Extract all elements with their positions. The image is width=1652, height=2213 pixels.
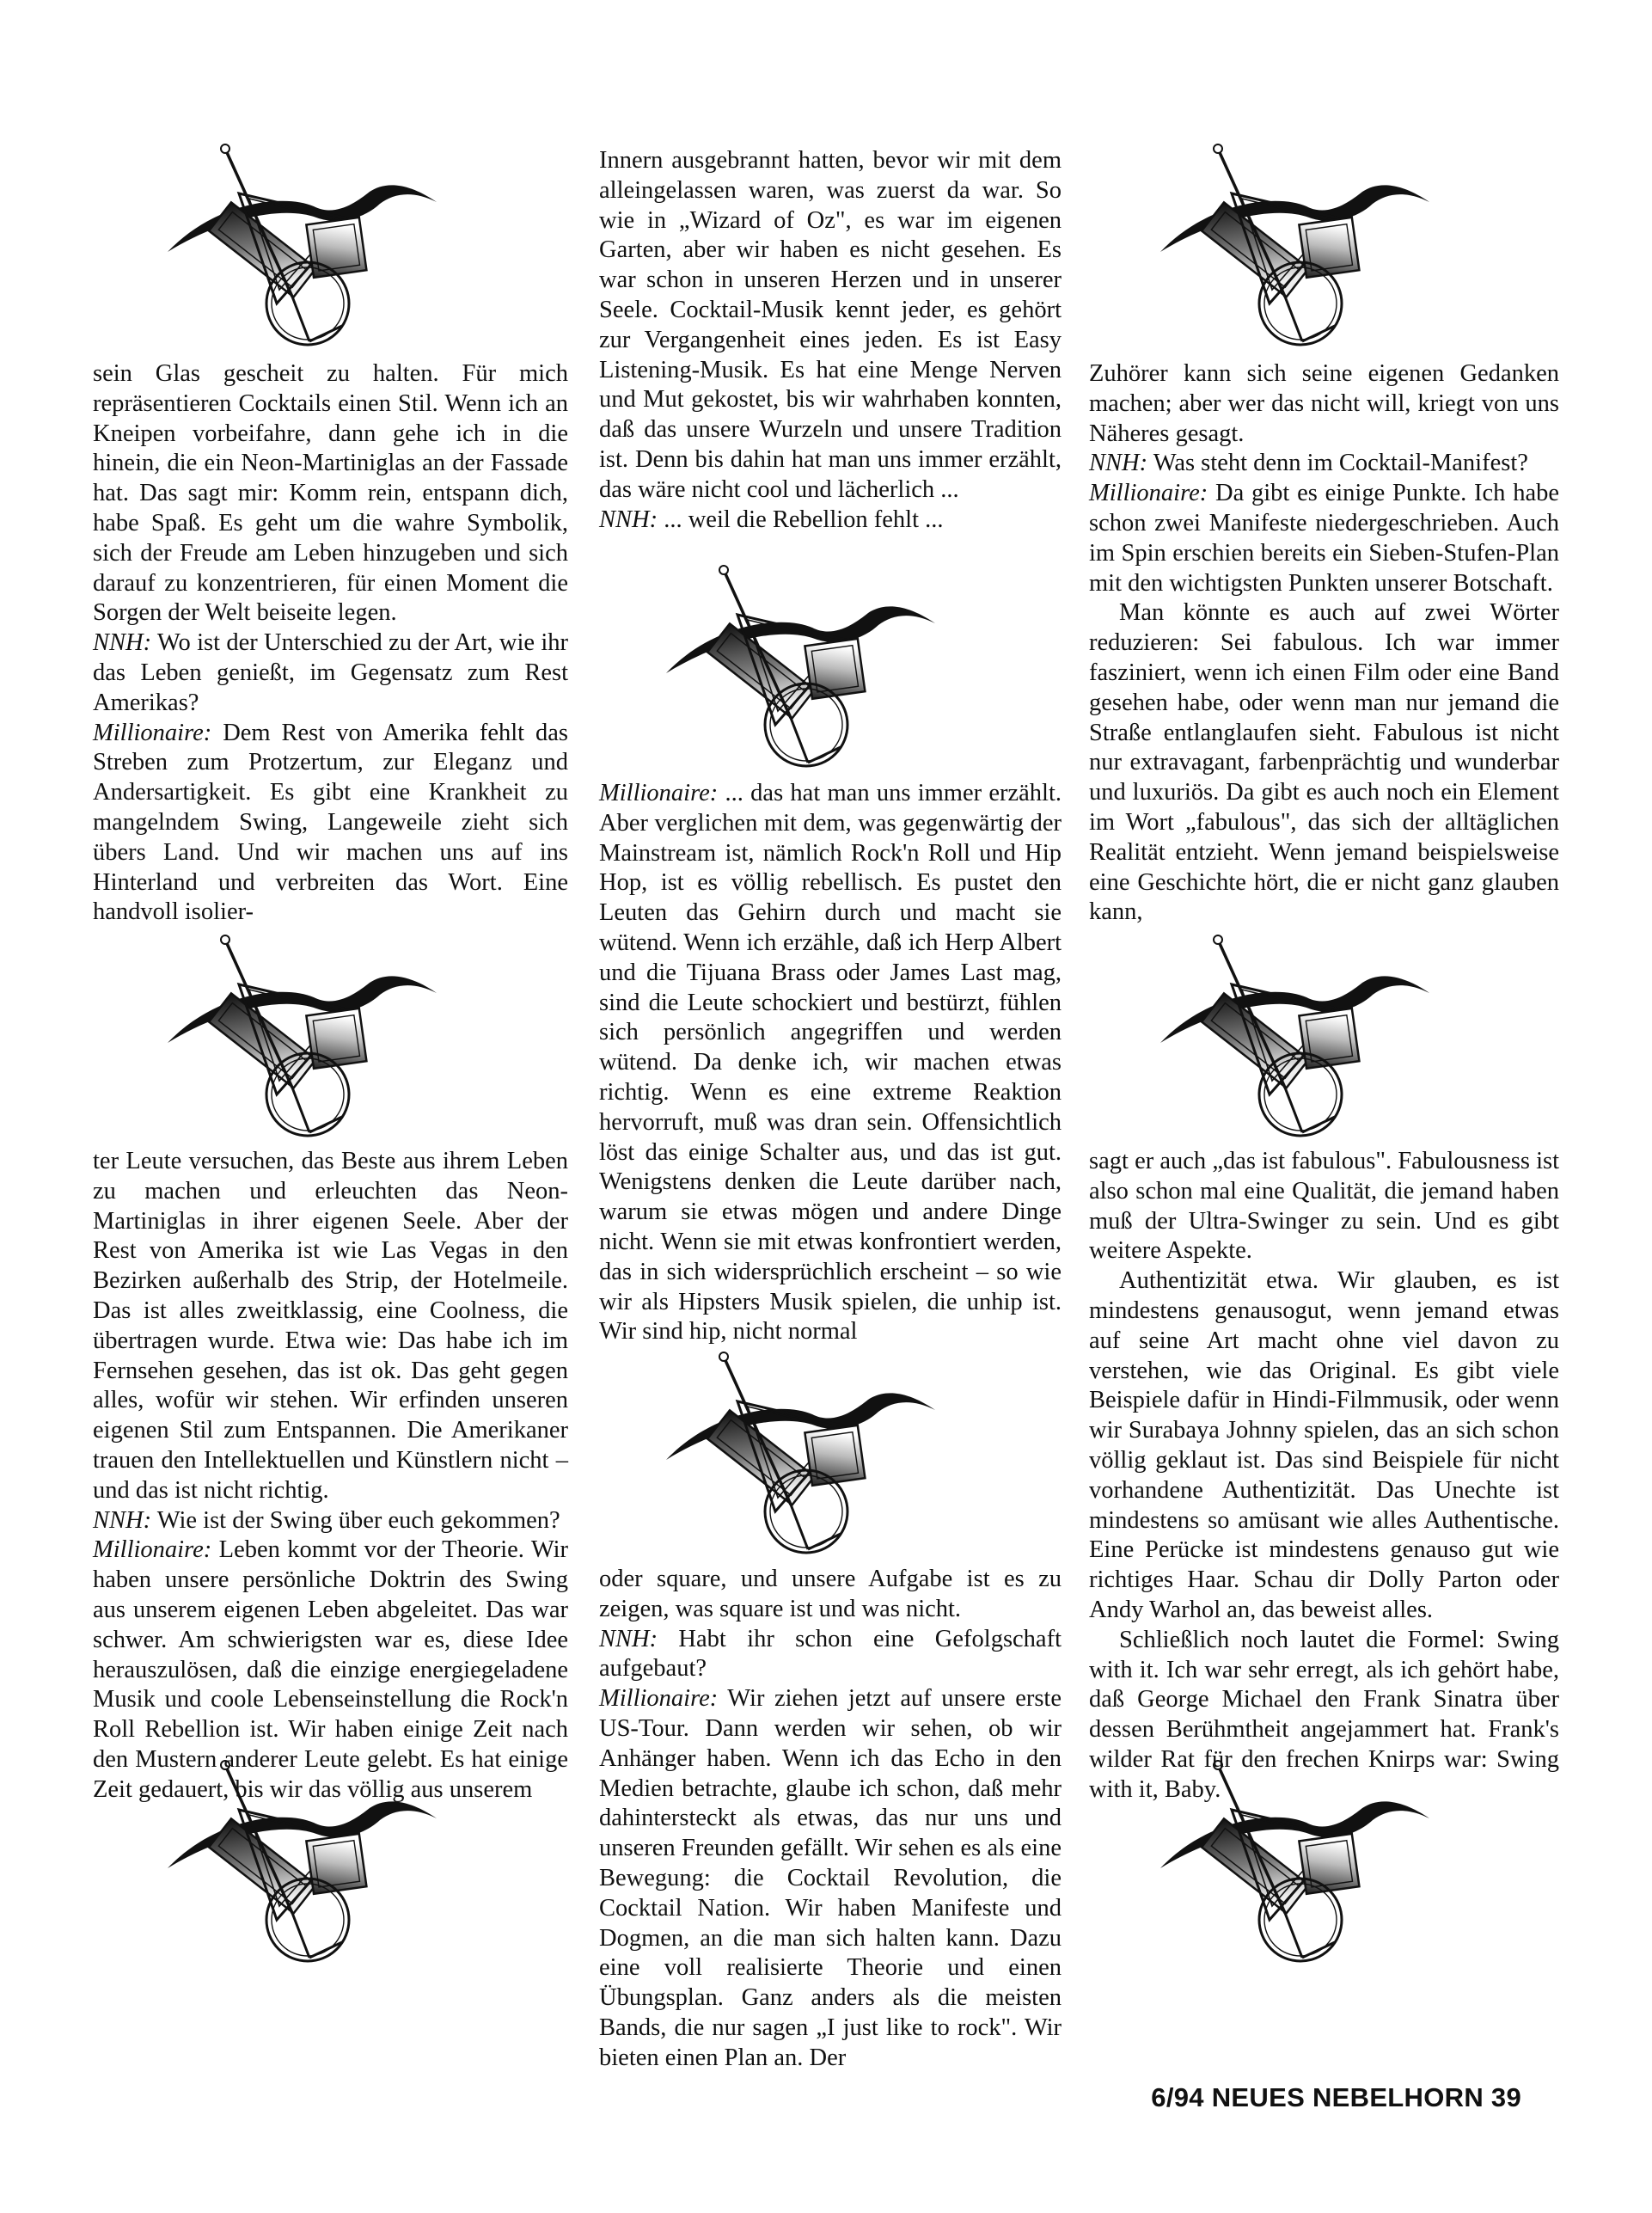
cocktail-ornament-icon (163, 142, 447, 352)
question: NNH: Was steht denn im Cocktail-Manifest? (1089, 450, 1528, 477)
page-footer: 6/94 NEUES NEBELHORN 39 (1151, 2082, 1521, 2112)
question: NNH: Wo ist der Unterschied zu der Art, wie ihr das Leben genießt, im Gegensatz zum Rest Amerikas? (93, 629, 568, 716)
cocktail-ornament-icon (163, 933, 447, 1143)
paragraph: Schließlich noch lautet die Formel: Swing with it. Ich war sehr erregt, als ich gehört habe, daß George Michael den Frank Sinatra über dessen Berühmtheit angejammert hat. Frank's wilder Rat für den frechen Knirps war: Swing with it, Baby. (1089, 1626, 1559, 1803)
speaker-label: NNH: (1089, 450, 1148, 477)
paragraph: Man könnte es auch auf zwei Wörter reduzieren: Sei fabulous. Ich war immer fasziniert, wenn ich einen Film oder eine Band gesehen habe, oder wenn man nur jemand die Straße entlanglaufen sieht. Fabulous ist nicht nur extravagant, farbenprächtig und wunderbar und luxuriös. Da gibt es auch noch ein Element im Wort „fabulous", das sich der alltäglichen Realität entzieht. Wenn jemand beispielsweise eine Geschichte hört, die er nicht ganz glauben kann, (1089, 599, 1559, 926)
question: NNH: Wie ist der Swing über euch gekommen? (93, 1506, 560, 1534)
paragraph: sein Glas gescheit zu halten. Für mich repräsentieren Cocktails einen Stil. Wenn ich an Kneipen vorbeifahre, dann gehe ich in die hinein, die ein Neon-Martiniglas an der Fassade hat. Das sagt mir: Komm rein, entspann dich, habe Spaß. Es geht um die wahre Symbolik, sich der Freude am Leben hinzugeben und sich darauf zu konzentrieren, für einen Moment die Sorgen der Welt beiseite legen. (93, 360, 568, 627)
paragraph: ter Leute versuchen, das Beste aus ihrem Leben zu machen und erleuchten das Neon-Martiniglas in ihrer eigenen Seele. Aber der Rest von Amerika ist wie Las Vegas in den Bezirken außerhalb des Strip, der Hotelmeile. Das ist alles zweitklassig, eine Coolness, die übertragen wurde. Etwa wie: Das habe ich im Fernsehen gesehen, das ist ok. Das geht gegen alles, wofür wir stehen. Wir erfinden unseren eigenen Stil zum Entspannen. Die Amerikaner trauen den Intellektuellen und Künstlern nicht – und das ist nicht richtig. (93, 1148, 568, 1504)
answer: Millionaire: Dem Rest von Amerika fehlt das Streben zum Protzertum, zur Eleganz und Andersartigkeit. Es gibt eine Krankheit zu mangelndem Swing, Langeweile zieht sich übers Land. Und wir machen uns auf ins Hinterland und verbreiten das Wort. Eine handvoll isolier- (93, 719, 568, 926)
paragraph: Innern ausgebrannt hatten, bevor wir mit dem alleingelassen waren, was zuerst da war. So wie in „Wizard of Oz", es war im eigenen Garten, aber wir haben es nicht gesehen. Es war schon in unseren Herzen und in unserer Seele. Cocktail-Musik kennt jeder, es gehört zur Vergangenheit eines jeden. Es ist Easy Listening-Musik. Es hat eine Menge Nerven und Mut gekostet, bis wir wahrhaben konnten, daß das unsere Wurzeln und unsere Tradition ist. Denn bis dahin hat man uns immer erzählt, das wäre nicht cool und lächerlich ... (599, 147, 1062, 503)
paragraph: oder square, und unsere Aufgabe ist es zu zeigen, was square ist und was nicht. (599, 1566, 1062, 1622)
answer: Millionaire: Da gibt es einige Punkte. Ich habe schon zwei Manifeste niedergeschrieben. Auch im Spin erschien bereits ein Sieben-Stufen-Plan mit den wichtigsten Punkten unserer Botschaft. (1089, 480, 1559, 597)
speaker-label: Millionaire: (599, 1685, 719, 1713)
speaker-label: Millionaire: (93, 719, 212, 746)
paragraph: Zuhörer kann sich seine eigenen Gedanken machen; aber wer das nicht will, kriegt von uns Näheres gesagt. (1089, 360, 1559, 447)
speaker-label: Millionaire: (1089, 480, 1208, 507)
column-2-bottom (599, 1565, 1062, 2074)
answer: Millionaire: Wir ziehen jetzt auf unsere erste US-Tour. Dann werden wir sehen, ob wir Anhänger haben. Wenn ich das Echo in den Medien betrachte, glaube ich schon, daß mehr dahintersteckt als etwas, das nur uns und unseren Freunden gefällt. Wir sehen es als eine Bewegung: die Cocktail Revolution, die Cocktail Nation. Wir haben Manifeste und Dogmen, an die man sich halten kann. Dazu eine voll realisierte Theorie und einen Übungsplan. Ganz anders als die meisten Bands, die nur sagen „I just like to rock". Wir bieten einen Plan an. Der (599, 1685, 1062, 2071)
column-1-top (93, 359, 568, 928)
paragraph: Authentizität etwa. Wir glauben, es ist mindestens genausogut, wenn jemand etwas auf seine Art macht ohne viel davon zu verstehen, wie das Original. Es gibt viele Beispiele dafür in Hindi-Filmmusik, oder wenn wir Surabaya Johnny spielen, das an sich schon völlig geklaut ist. Das sind Beispiele für nicht vorhandene Authentizität. Das Unechte ist mindestens so amüsant wie alles Authentische. Eine Perücke ist mindestens genauso gut wie richtiges Haar. Schau dir Dolly Parton oder Andy Warhol an, das beweist alles. (1089, 1267, 1559, 1623)
question: NNH: ... weil die Rebellion fehlt ... (599, 506, 944, 533)
speaker-label: Millionaire: (93, 1536, 212, 1564)
speaker-label: NNH: (93, 1506, 152, 1534)
paragraph: sagt er auch „das ist fabulous". Fabulousness ist also schon mal eine Qualität, die jemand haben muß der Ultra-Swinger zu sein. Und es gibt weitere Aspekte. (1089, 1148, 1559, 1265)
cocktail-ornament-icon (1156, 933, 1440, 1143)
question: NNH: Habt ihr schon eine Gefolgschaft aufgebaut? (599, 1625, 1062, 1683)
cocktail-ornament-icon (662, 1350, 945, 1560)
answer: Millionaire: Leben kommt vor der Theorie. Wir haben unsere persönliche Doktrin des Swing aus unserem eigenen Leben abgeleitet. Das war schwer. Am schwierigsten war es, diese Idee herauszulösen, daß die einzige energiegeladene Musik und coole Lebenseinstellung die Rock'n Roll Rebellion ist. Wir haben einige Zeit nach den Mustern anderer Leute gelebt. Es hat einige Zeit gedauert, bis wir das völlig aus unserem (93, 1536, 568, 1803)
answer: Millionaire: ... das hat man uns immer erzählt. Aber verglichen mit dem, was gegenwärtig der Mainstream ist, nämlich Rock'n Roll und Hip Hop, ist es völlig rebellisch. Es pustet den Leuten das Gehirn durch und macht sie wütend. Wenn ich erzähle, daß ich Herp Albert und die Tijuana Brass oder James Last mag, sind die Leute schockiert und bestürzt, fühlen sich persönlich angegriffen und werden wütend. Da denke ich, wir machen etwas richtig. Wenn es eine extreme Reaktion hervorruft, muß was dran sein. Offensichtlich löst das einige Schalter aus, und das ist gut. Wenigstens denken die Leute darüber nach, warum sie etwas mögen und andere Dinge nicht. Wenn sie mit etwas konfrontiert werden, das in sich widersprüchlich erscheint – so wie wir als Hipsters Musik spielen, die unhip ist. Wir sind hip, nicht normal (599, 780, 1062, 1346)
speaker-label: NNH: (599, 506, 658, 533)
speaker-label: Millionaire: (599, 780, 719, 806)
column-2-top (599, 146, 1062, 535)
cocktail-ornament-icon (1156, 142, 1440, 352)
cocktail-ornament-icon (662, 563, 945, 774)
column-3-top (1089, 359, 1559, 928)
speaker-label: NNH: (93, 629, 152, 657)
column-2-middle (599, 779, 1062, 1347)
speaker-label: NNH: (599, 1625, 658, 1652)
column-3-bottom (1089, 1147, 1559, 1805)
column-1-bottom (93, 1147, 568, 1805)
